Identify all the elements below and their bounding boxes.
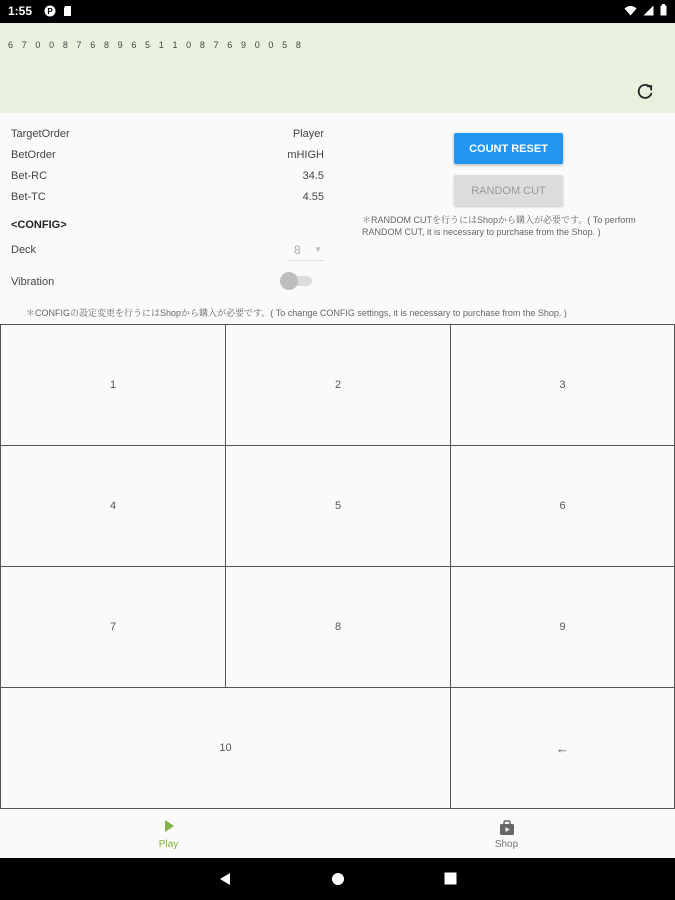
info-row-bet-tc — [11, 191, 324, 207]
card-sequence-text: 6 7 0 0 8 7 6 8 9 6 5 1 1 0 8 7 6 9 0 0 5 8 — [8, 40, 304, 50]
recents-icon[interactable] — [444, 872, 457, 890]
info-label: TargetOrder — [11, 128, 70, 140]
info-label: BetOrder — [11, 149, 56, 161]
key-4[interactable]: 4 — [0, 445, 226, 567]
info-value: mHIGH — [287, 149, 324, 161]
key-1[interactable]: 1 — [0, 324, 226, 446]
sd-card-icon — [62, 5, 74, 17]
status-time: 1:55 — [8, 4, 33, 18]
deck-label: Deck — [11, 244, 37, 256]
signal-icon — [643, 5, 654, 19]
chevron-down-icon: ▼ — [314, 245, 322, 254]
key-3[interactable]: 3 — [450, 324, 675, 446]
deck-select[interactable] — [288, 240, 324, 261]
key-8[interactable]: 8 — [225, 566, 451, 688]
toggle-thumb — [280, 272, 298, 290]
app-badge-icon — [44, 5, 56, 17]
random-cut-button[interactable]: RANDOM CUT — [454, 175, 563, 206]
nav-label-shop: Shop — [494, 839, 519, 850]
nav-item-play[interactable] — [0, 809, 337, 858]
random-cut-note: ＊RANDOM CUTを行うにはShopから購入が必要です。( To perform RANDOM CUT, it is necessary to purchase from the Shop. ) — [362, 215, 636, 237]
sequence-panel — [0, 23, 675, 113]
play-icon — [162, 819, 176, 838]
wifi-icon — [624, 5, 637, 19]
keypad — [0, 324, 675, 809]
info-label: Bet-RC — [11, 170, 48, 182]
status-bar — [0, 0, 675, 23]
vibration-label: Vibration — [11, 276, 55, 288]
key-7[interactable]: 7 — [0, 566, 226, 688]
vibration-toggle[interactable] — [280, 272, 314, 290]
back-icon[interactable] — [218, 872, 232, 891]
config-title: <CONFIG> — [11, 219, 67, 231]
nav-item-shop[interactable] — [338, 809, 675, 858]
key-6[interactable]: 6 — [450, 445, 675, 567]
deck-value: 8 — [294, 243, 301, 257]
info-label: Bet-TC — [11, 191, 46, 203]
info-row-target-order — [11, 128, 324, 144]
battery-icon — [660, 4, 667, 19]
key-2[interactable]: 2 — [225, 324, 451, 446]
info-value: 34.5 — [302, 170, 324, 182]
bottom-navigation — [0, 809, 675, 858]
nav-label-play: Play — [158, 839, 179, 850]
refresh-icon[interactable] — [635, 82, 655, 102]
info-row-bet-order — [11, 149, 324, 165]
info-value: 4.55 — [302, 191, 324, 203]
config-note: ＊CONFIGの設定変更を行うにはShopから購入が必要です。( To change CONFIG settings, it is necessary to purchase from the Shop. ) — [26, 308, 567, 318]
backspace-key[interactable]: ← — [450, 687, 675, 809]
key-5[interactable]: 5 — [225, 445, 451, 567]
android-navigation-bar — [0, 858, 675, 900]
key-10[interactable]: 10 — [0, 687, 451, 809]
count-reset-button[interactable]: COUNT RESET — [454, 133, 563, 164]
info-row-bet-rc — [11, 170, 324, 186]
home-icon[interactable] — [331, 872, 345, 891]
key-9[interactable]: 9 — [450, 566, 675, 688]
svg-text:P: P — [47, 7, 53, 16]
info-value: Player — [292, 128, 324, 140]
status-right-icons — [624, 4, 667, 19]
